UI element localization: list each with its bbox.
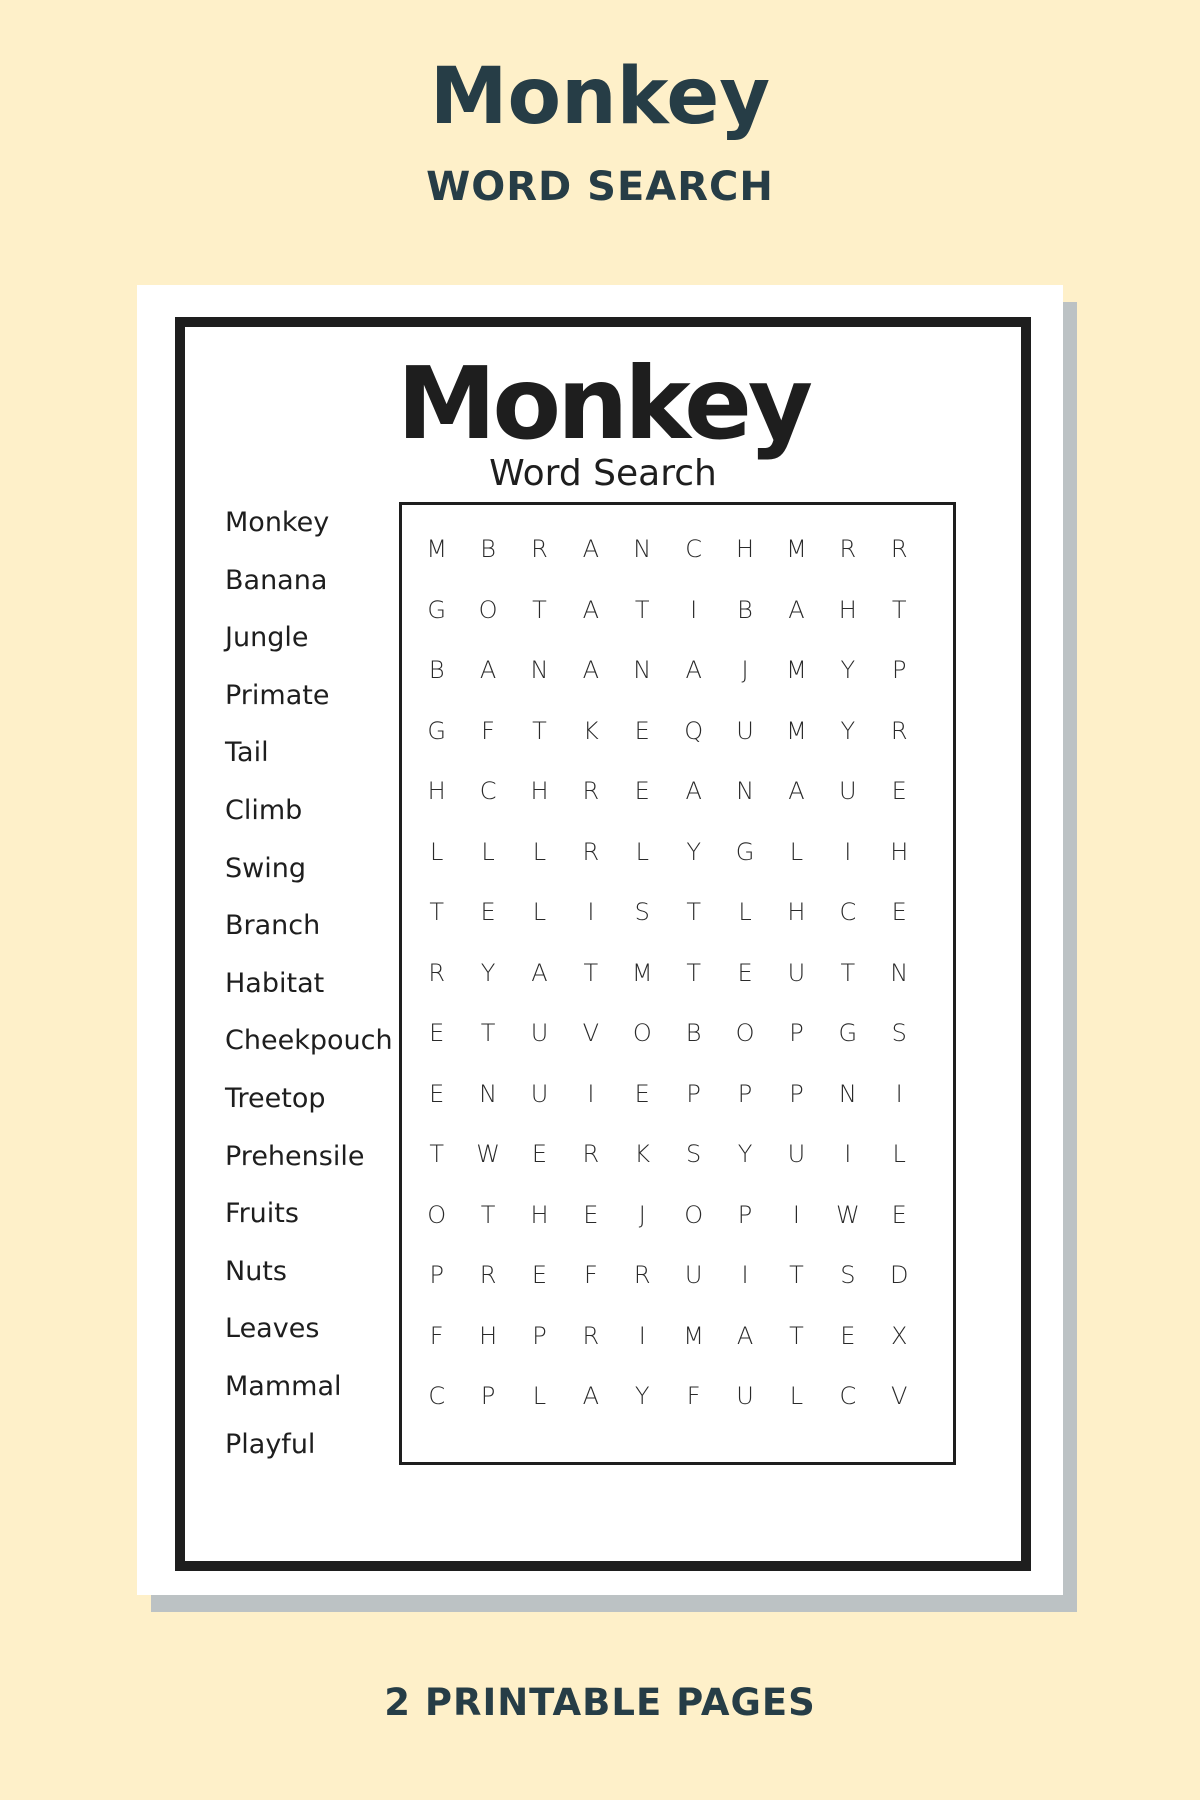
grid-letter: F	[481, 716, 495, 745]
grid-letter: W	[476, 1140, 500, 1168]
grid-letter: M	[786, 656, 807, 684]
grid-letter: E	[840, 1321, 856, 1350]
grid-letter: A	[788, 595, 805, 624]
grid-letter: U	[787, 1140, 806, 1168]
grid-letter: F	[583, 1261, 598, 1289]
grid-letter: L	[481, 837, 495, 866]
grid-letter: L	[532, 1382, 547, 1410]
grid-letter: V	[891, 1382, 908, 1410]
grid-letter: L	[892, 1140, 906, 1168]
grid-letter: H	[890, 837, 909, 866]
word-list-item: Treetop	[225, 1082, 326, 1114]
grid-letter: R	[890, 535, 908, 563]
grid-letter: M	[683, 1321, 704, 1350]
grid-letter: P	[891, 656, 907, 684]
worksheet-subtitle: Word Search	[489, 453, 717, 494]
grid-letter: R	[479, 1261, 497, 1289]
grid-letter: V	[582, 1019, 600, 1047]
grid-letter: I	[690, 595, 698, 624]
grid-letter: R	[582, 1321, 600, 1350]
grid-letter: S	[686, 1140, 702, 1168]
grid-letter: T	[583, 958, 599, 987]
word-list-item: Tail	[225, 737, 269, 769]
grid-letter: T	[429, 898, 445, 926]
grid-letter: U	[736, 716, 754, 745]
grid-letter: O	[735, 1019, 755, 1047]
grid-letter: Y	[634, 1382, 650, 1410]
grid-letter: T	[429, 1140, 445, 1168]
grid-letter: P	[532, 1321, 547, 1350]
grid-letter: O	[427, 1200, 447, 1229]
grid-letter: N	[479, 1079, 498, 1108]
word-list-item: Branch	[225, 910, 321, 942]
grid-letter: A	[531, 958, 548, 987]
grid-letter: Y	[686, 837, 701, 866]
grid-letter: O	[632, 1019, 652, 1047]
grid-letter: Y	[840, 656, 856, 684]
grid-letter: A	[788, 777, 805, 805]
grid-letter: R	[890, 716, 908, 745]
grid-letter: U	[839, 777, 857, 805]
grid-letter: I	[587, 898, 595, 926]
grid-letter: H	[787, 898, 806, 926]
cover-subtitle: WORD SEARCH	[426, 164, 774, 210]
grid-letter: Y	[737, 1140, 753, 1168]
grid-letter: C	[839, 898, 857, 926]
grid-letter: S	[634, 898, 650, 926]
grid-letter: U	[684, 1261, 703, 1289]
grid-letter: A	[685, 777, 702, 805]
grid-letter: I	[844, 837, 852, 866]
grid-letter: A	[582, 595, 600, 624]
grid-letter: D	[889, 1261, 909, 1289]
grid-letter: O	[478, 595, 498, 624]
word-list-item: Primate	[225, 679, 330, 711]
grid-letter: F	[686, 1382, 701, 1410]
grid-letter: P	[737, 1079, 753, 1108]
grid-letter: U	[736, 1382, 754, 1410]
grid-letter: S	[840, 1261, 856, 1289]
word-list-item: Climb	[225, 794, 303, 826]
grid-letter: H	[530, 777, 549, 805]
grid-letter: L	[738, 898, 752, 926]
grid-letter: R	[633, 1261, 651, 1289]
word-list-item: Leaves	[225, 1313, 320, 1345]
grid-letter: N	[633, 656, 652, 684]
grid-letter: M	[631, 958, 653, 987]
word-list-item: Nuts	[225, 1255, 287, 1287]
grid-letter: E	[891, 898, 907, 926]
grid-letter: M	[426, 535, 448, 563]
grid-letter: E	[531, 1140, 548, 1168]
grid-letter: M	[786, 535, 807, 563]
word-list-item: Monkey	[225, 507, 330, 538]
grid-letter: L	[635, 837, 649, 866]
word-list-item: Prehensile	[225, 1140, 365, 1172]
grid-letter: L	[789, 1382, 804, 1410]
grid-letter: P	[789, 1019, 804, 1047]
grid-letter: G	[427, 716, 446, 745]
grid-letter: T	[789, 1321, 804, 1350]
grid-letter: R	[582, 1140, 600, 1168]
grid-letter: B	[685, 1019, 702, 1047]
grid-letter: I	[792, 1200, 800, 1229]
grid-letter: U	[530, 1079, 549, 1108]
grid-letter: C	[479, 777, 497, 805]
grid-letter: R	[582, 837, 600, 866]
grid-letter: I	[638, 1321, 646, 1350]
grid-letter: N	[838, 1079, 857, 1108]
grid-letter: C	[685, 535, 703, 563]
grid-letter: K	[634, 1140, 651, 1168]
grid-letter: T	[840, 958, 856, 987]
word-list-item: Swing	[225, 852, 306, 884]
grid-letter: T	[891, 595, 907, 624]
word-list-item: Fruits	[225, 1198, 299, 1230]
letter-grid-box	[399, 502, 956, 1465]
grid-letter: E	[531, 1261, 548, 1289]
word-list-item: Habitat	[225, 967, 325, 999]
word-list-item: Mammal	[225, 1370, 342, 1402]
grid-letter: A	[479, 656, 497, 684]
cover-title: Monkey	[429, 52, 771, 142]
grid-letter: T	[480, 1200, 496, 1229]
grid-letter: G	[427, 595, 446, 624]
grid-letter: T	[686, 958, 701, 987]
word-list	[225, 505, 415, 1484]
grid-letter: C	[428, 1382, 446, 1410]
grid-letter: E	[634, 1079, 650, 1108]
grid-letter: A	[582, 656, 600, 684]
grid-letter: N	[736, 777, 755, 805]
grid-letter: N	[890, 958, 909, 987]
grid-letter: K	[582, 716, 599, 745]
grid-letter: T	[532, 716, 547, 745]
grid-letter: R	[531, 535, 548, 563]
grid-letter: R	[839, 535, 857, 563]
grid-letter: A	[736, 1321, 754, 1350]
grid-letter: E	[583, 1200, 599, 1229]
grid-letter: F	[429, 1321, 444, 1350]
grid-letter: E	[634, 716, 650, 745]
grid-letter: I	[844, 1140, 852, 1168]
grid-letter: T	[634, 595, 650, 624]
grid-letter: E	[634, 777, 650, 805]
grid-letter: U	[787, 958, 806, 987]
word-list-item: Banana	[225, 564, 328, 596]
grid-letter: O	[684, 1200, 704, 1229]
grid-letter: Y	[480, 958, 496, 987]
grid-letter: Y	[840, 716, 856, 745]
grid-letter: A	[582, 1382, 600, 1410]
grid-letter: H	[838, 595, 857, 624]
worksheet-frame	[175, 317, 1031, 1571]
grid-letter: E	[480, 898, 496, 926]
worksheet-page	[137, 285, 1063, 1595]
grid-letter: N	[633, 535, 652, 563]
grid-letter: J	[741, 656, 749, 684]
grid-letter: E	[891, 1200, 907, 1229]
grid-letter: G	[838, 1019, 858, 1047]
grid-letter: A	[582, 535, 600, 563]
grid-letter: B	[737, 595, 753, 624]
grid-letter: X	[890, 1321, 908, 1350]
grid-letter: I	[895, 1079, 903, 1108]
grid-letter: B	[480, 535, 496, 563]
grid-letter: L	[532, 837, 547, 866]
grid-letter: P	[480, 1382, 496, 1410]
grid-letter: S	[891, 1019, 907, 1047]
grid-letter: T	[686, 898, 701, 926]
grid-letter: B	[428, 656, 445, 684]
grid-letter: T	[789, 1261, 804, 1289]
grid-letter: W	[835, 1200, 860, 1229]
grid-letter: U	[530, 1019, 549, 1047]
grid-letter: E	[891, 777, 907, 805]
letter-grid	[411, 531, 925, 1439]
grid-letter: T	[532, 595, 547, 624]
grid-letter: R	[428, 958, 446, 987]
grid-letter: P	[429, 1261, 444, 1289]
grid-letter: T	[480, 1019, 496, 1047]
word-list-item: Playful	[225, 1428, 316, 1460]
grid-letter: I	[741, 1261, 749, 1289]
grid-letter: P	[686, 1079, 701, 1108]
grid-letter: P	[789, 1079, 804, 1108]
grid-letter: E	[429, 1019, 445, 1047]
grid-letter: E	[429, 1079, 445, 1108]
grid-letter: H	[736, 535, 755, 563]
grid-letter: L	[430, 837, 444, 866]
grid-letter: H	[427, 777, 446, 805]
word-list-item: Jungle	[225, 622, 309, 654]
grid-letter: J	[638, 1200, 646, 1229]
grid-letter: A	[685, 656, 702, 684]
grid-letter: C	[839, 1382, 857, 1410]
grid-letter: L	[789, 837, 804, 866]
grid-letter: E	[737, 958, 753, 987]
grid-letter: I	[587, 1079, 595, 1108]
grid-letter: P	[737, 1200, 753, 1229]
grid-letter: N	[530, 656, 549, 684]
grid-letter: L	[532, 898, 547, 926]
grid-letter: M	[786, 716, 807, 745]
grid-letter: R	[582, 777, 600, 805]
word-list-item: Cheekpouch	[225, 1025, 393, 1057]
cover-footer: 2 PRINTABLE PAGES	[384, 1681, 816, 1724]
grid-letter: H	[479, 1321, 498, 1350]
worksheet-title: Monkey	[396, 345, 810, 462]
grid-letter: H	[530, 1200, 549, 1229]
grid-letter: G	[735, 837, 755, 866]
grid-letter: Q	[684, 716, 704, 745]
